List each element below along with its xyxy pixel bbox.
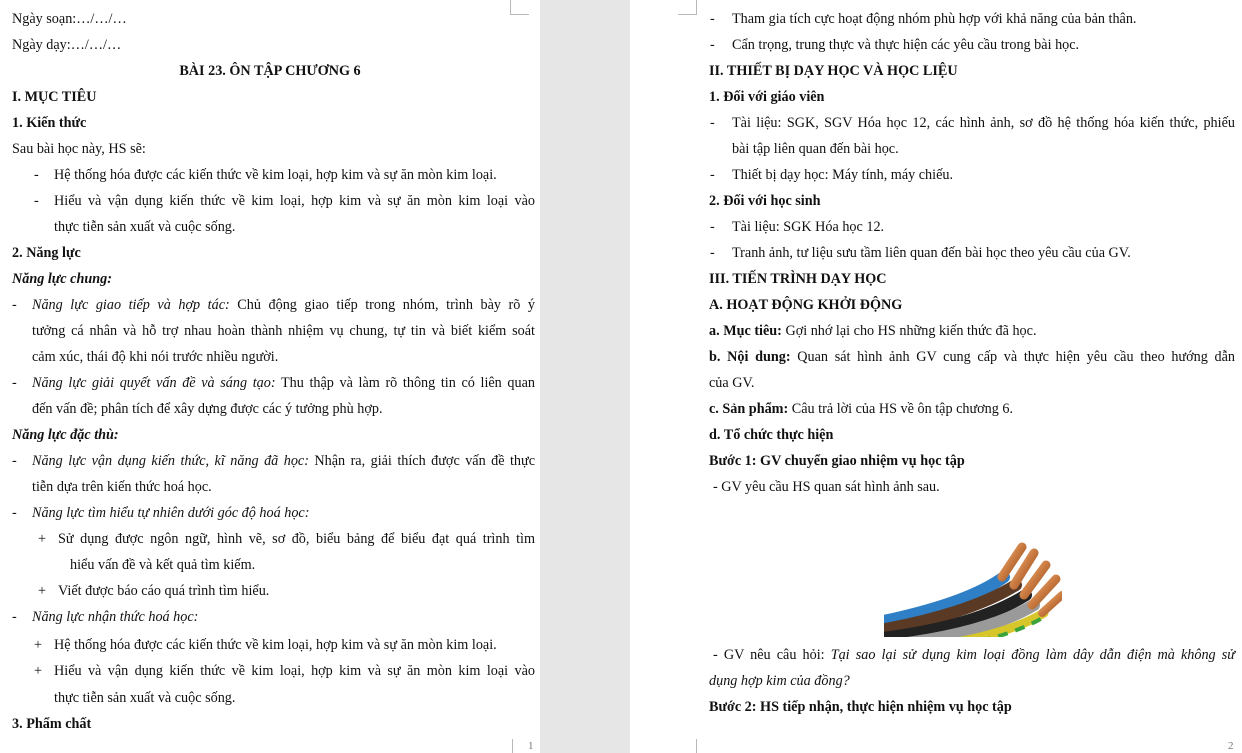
- content-text: Quan sát hình ảnh GV cung cấp và thực hiện yêu cầu theo hướng dẫn: [790, 349, 1235, 365]
- question-continuation: dụng hợp kim của đồng?: [709, 673, 850, 689]
- page-corner-mark: [678, 0, 697, 15]
- goal-label: a. Mục tiêu:: [709, 323, 782, 339]
- page-corner-mark: [678, 739, 697, 753]
- bullet-dash: -: [34, 167, 39, 183]
- content-label: b. Nội dung:: [709, 349, 791, 365]
- list-item: Hiểu và vận dụng kiến thức về kim loại, hợp kim và sự ăn mòn kim loại vào: [54, 193, 535, 209]
- bullet-dash: -: [710, 219, 715, 235]
- lesson-title: BÀI 23. ÔN TẬP CHƯƠNG 6: [179, 63, 361, 79]
- teach-date: Ngày dạy:…/…/…: [12, 37, 122, 53]
- bullet-plus: +: [38, 583, 47, 599]
- sub-list-item: Hiểu và vận dụng kiến thức về kim loại, hợp kim và sự ăn mòn kim loại vào: [54, 663, 535, 679]
- list-item: Cẩn trọng, trung thực và thực hiện các yêu cầu trong bài học.: [732, 37, 1080, 53]
- item-text: Nhận ra, giải thích được vấn đề thực: [308, 453, 535, 469]
- sub-list-item: Sử dụng được ngôn ngữ, hình vẽ, sơ đồ, biểu bảng để biểu đạt quá trình tìm: [58, 531, 535, 547]
- section-heading: III. TIẾN TRÌNH DẠY HỌC: [709, 271, 887, 287]
- sub-list-item: Viết được báo cáo quá trình tìm hiểu.: [58, 583, 270, 599]
- subsection-heading: 1. Kiến thức: [12, 115, 87, 131]
- content-line-continuation: của GV.: [709, 375, 755, 391]
- bullet-dash: -: [12, 505, 17, 521]
- subheading-general: Năng lực chung:: [12, 271, 112, 287]
- list-item: [32, 452, 535, 470]
- bullet-plus: +: [34, 663, 43, 679]
- list-item-continuation: thực tiễn sản xuất và cuộc sống.: [54, 219, 236, 235]
- item-text: Thu thập và làm rõ thông tin có liên quan: [275, 375, 535, 391]
- subsection-heading: 1. Đối với giáo viên: [709, 89, 825, 105]
- list-item: [32, 374, 535, 392]
- item-label: Năng lực vận dụng kiến thức, kĩ năng đã học:: [32, 453, 309, 469]
- question-lead: - GV nêu câu hỏi:: [713, 647, 831, 663]
- bullet-dash: -: [710, 11, 715, 27]
- list-item: Năng lực tìm hiểu tự nhiên dưới góc độ hoá học:: [32, 505, 310, 521]
- list-item: Hệ thống hóa được các kiến thức về kim loại, hợp kim và sự ăn mòn kim loại.: [54, 167, 497, 183]
- page-number: 1: [528, 740, 534, 752]
- item-label: Năng lực giải quyết vấn đề và sáng tạo:: [32, 375, 276, 391]
- list-item: [32, 296, 535, 314]
- bullet-dash: -: [710, 37, 715, 53]
- step-heading: Bước 2: HS tiếp nhận, thực hiện nhiệm vụ học tập: [709, 699, 1012, 715]
- list-item-continuation: tiễn dựa trên kiến thức hoá học.: [32, 479, 212, 495]
- subheading-specific: Năng lực đặc thù:: [12, 427, 119, 443]
- section-heading: II. THIẾT BỊ DẠY HỌC VÀ HỌC LIỆU: [709, 63, 958, 79]
- bullet-dash: -: [12, 453, 17, 469]
- subsection-heading: 2. Năng lực: [12, 245, 81, 261]
- content-line: [709, 348, 1235, 366]
- intro-text: Sau bài học này, HS sẽ:: [12, 141, 146, 157]
- bullet-dash: -: [710, 115, 715, 131]
- list-item: Tài liệu: SGK Hóa học 12.: [732, 219, 885, 235]
- bullet-dash: -: [12, 297, 17, 313]
- list-item-continuation: tưởng cá nhân và hỗ trợ nhau hoàn thành nhiệm vụ chung, tự tin và biết kiểm soát: [32, 323, 535, 339]
- electric-cable-icon: [884, 503, 1062, 637]
- product-line: [709, 400, 1013, 418]
- list-item: Tranh ảnh, tư liệu sưu tầm liên quan đến bài học theo yêu cầu của GV.: [732, 245, 1131, 261]
- sub-list-item-continuation: hiểu vấn đề và kết quả tìm kiếm.: [70, 557, 256, 573]
- instruction-line: - GV yêu cầu HS quan sát hình ảnh sau.: [713, 479, 940, 495]
- bullet-dash: -: [710, 167, 715, 183]
- subsection-heading: 3. Phẩm chất: [12, 716, 92, 732]
- subsection-heading: 2. Đối với học sinh: [709, 193, 821, 209]
- goal-line: [709, 322, 1037, 340]
- question-line: [713, 646, 1235, 664]
- item-label: Năng lực giao tiếp và hợp tác:: [32, 297, 230, 313]
- bullet-dash: -: [710, 245, 715, 261]
- bullet-plus: +: [38, 531, 47, 547]
- product-text: Câu trả lời của HS về ôn tập chương 6.: [788, 401, 1014, 417]
- activity-heading: A. HOẠT ĐỘNG KHỞI ĐỘNG: [709, 297, 903, 313]
- list-item-continuation: đến vấn đề; phân tích để xây dựng được các ý tưởng phù hợp.: [32, 401, 383, 417]
- section-heading: I. MỤC TIÊU: [12, 89, 97, 105]
- list-item: Năng lực nhận thức hoá học:: [32, 609, 199, 625]
- document-page-2: [630, 0, 1242, 753]
- page-number: 2: [1228, 740, 1234, 752]
- bullet-plus: +: [34, 637, 43, 653]
- item-text: Chủ động giao tiếp trong nhóm, trình bày rõ ý: [229, 297, 535, 313]
- page-corner-mark: [510, 0, 529, 15]
- product-label: c. Sản phẩm:: [709, 401, 789, 417]
- bullet-dash: -: [34, 193, 39, 209]
- list-item: Tham gia tích cực hoạt động nhóm phù hợp với khả năng của bản thân.: [732, 11, 1137, 27]
- bullet-dash: -: [12, 375, 17, 391]
- sub-list-item-continuation: thực tiễn sản xuất và cuộc sống.: [54, 690, 236, 706]
- bullet-dash: -: [12, 609, 17, 625]
- sub-list-item: Hệ thống hóa được các kiến thức về kim loại, hợp kim và sự ăn mòn kim loại.: [54, 637, 497, 653]
- organization-heading: d. Tổ chức thực hiện: [709, 427, 834, 443]
- list-item: Thiết bị dạy học: Máy tính, máy chiếu.: [732, 167, 954, 183]
- list-item-continuation: cảm xúc, thái độ khi nói trước nhiều người.: [32, 349, 279, 365]
- prep-date: Ngày soạn:…/…/…: [12, 11, 127, 27]
- question-text: Tại sao lại sử dụng kim loại đồng làm dây dẫn điện mà không sử: [830, 647, 1236, 663]
- document-page-1: [0, 0, 540, 753]
- list-item: Tài liệu: SGK, SGV Hóa học 12, các hình ảnh, sơ đồ hệ thống hóa kiến thức, phiếu: [732, 115, 1235, 131]
- list-item-continuation: bài tập liên quan đến bài học.: [732, 141, 899, 157]
- step-heading: Bước 1: GV chuyển giao nhiệm vụ học tập: [709, 453, 965, 469]
- goal-text: Gợi nhớ lại cho HS những kiến thức đã học.: [781, 323, 1037, 339]
